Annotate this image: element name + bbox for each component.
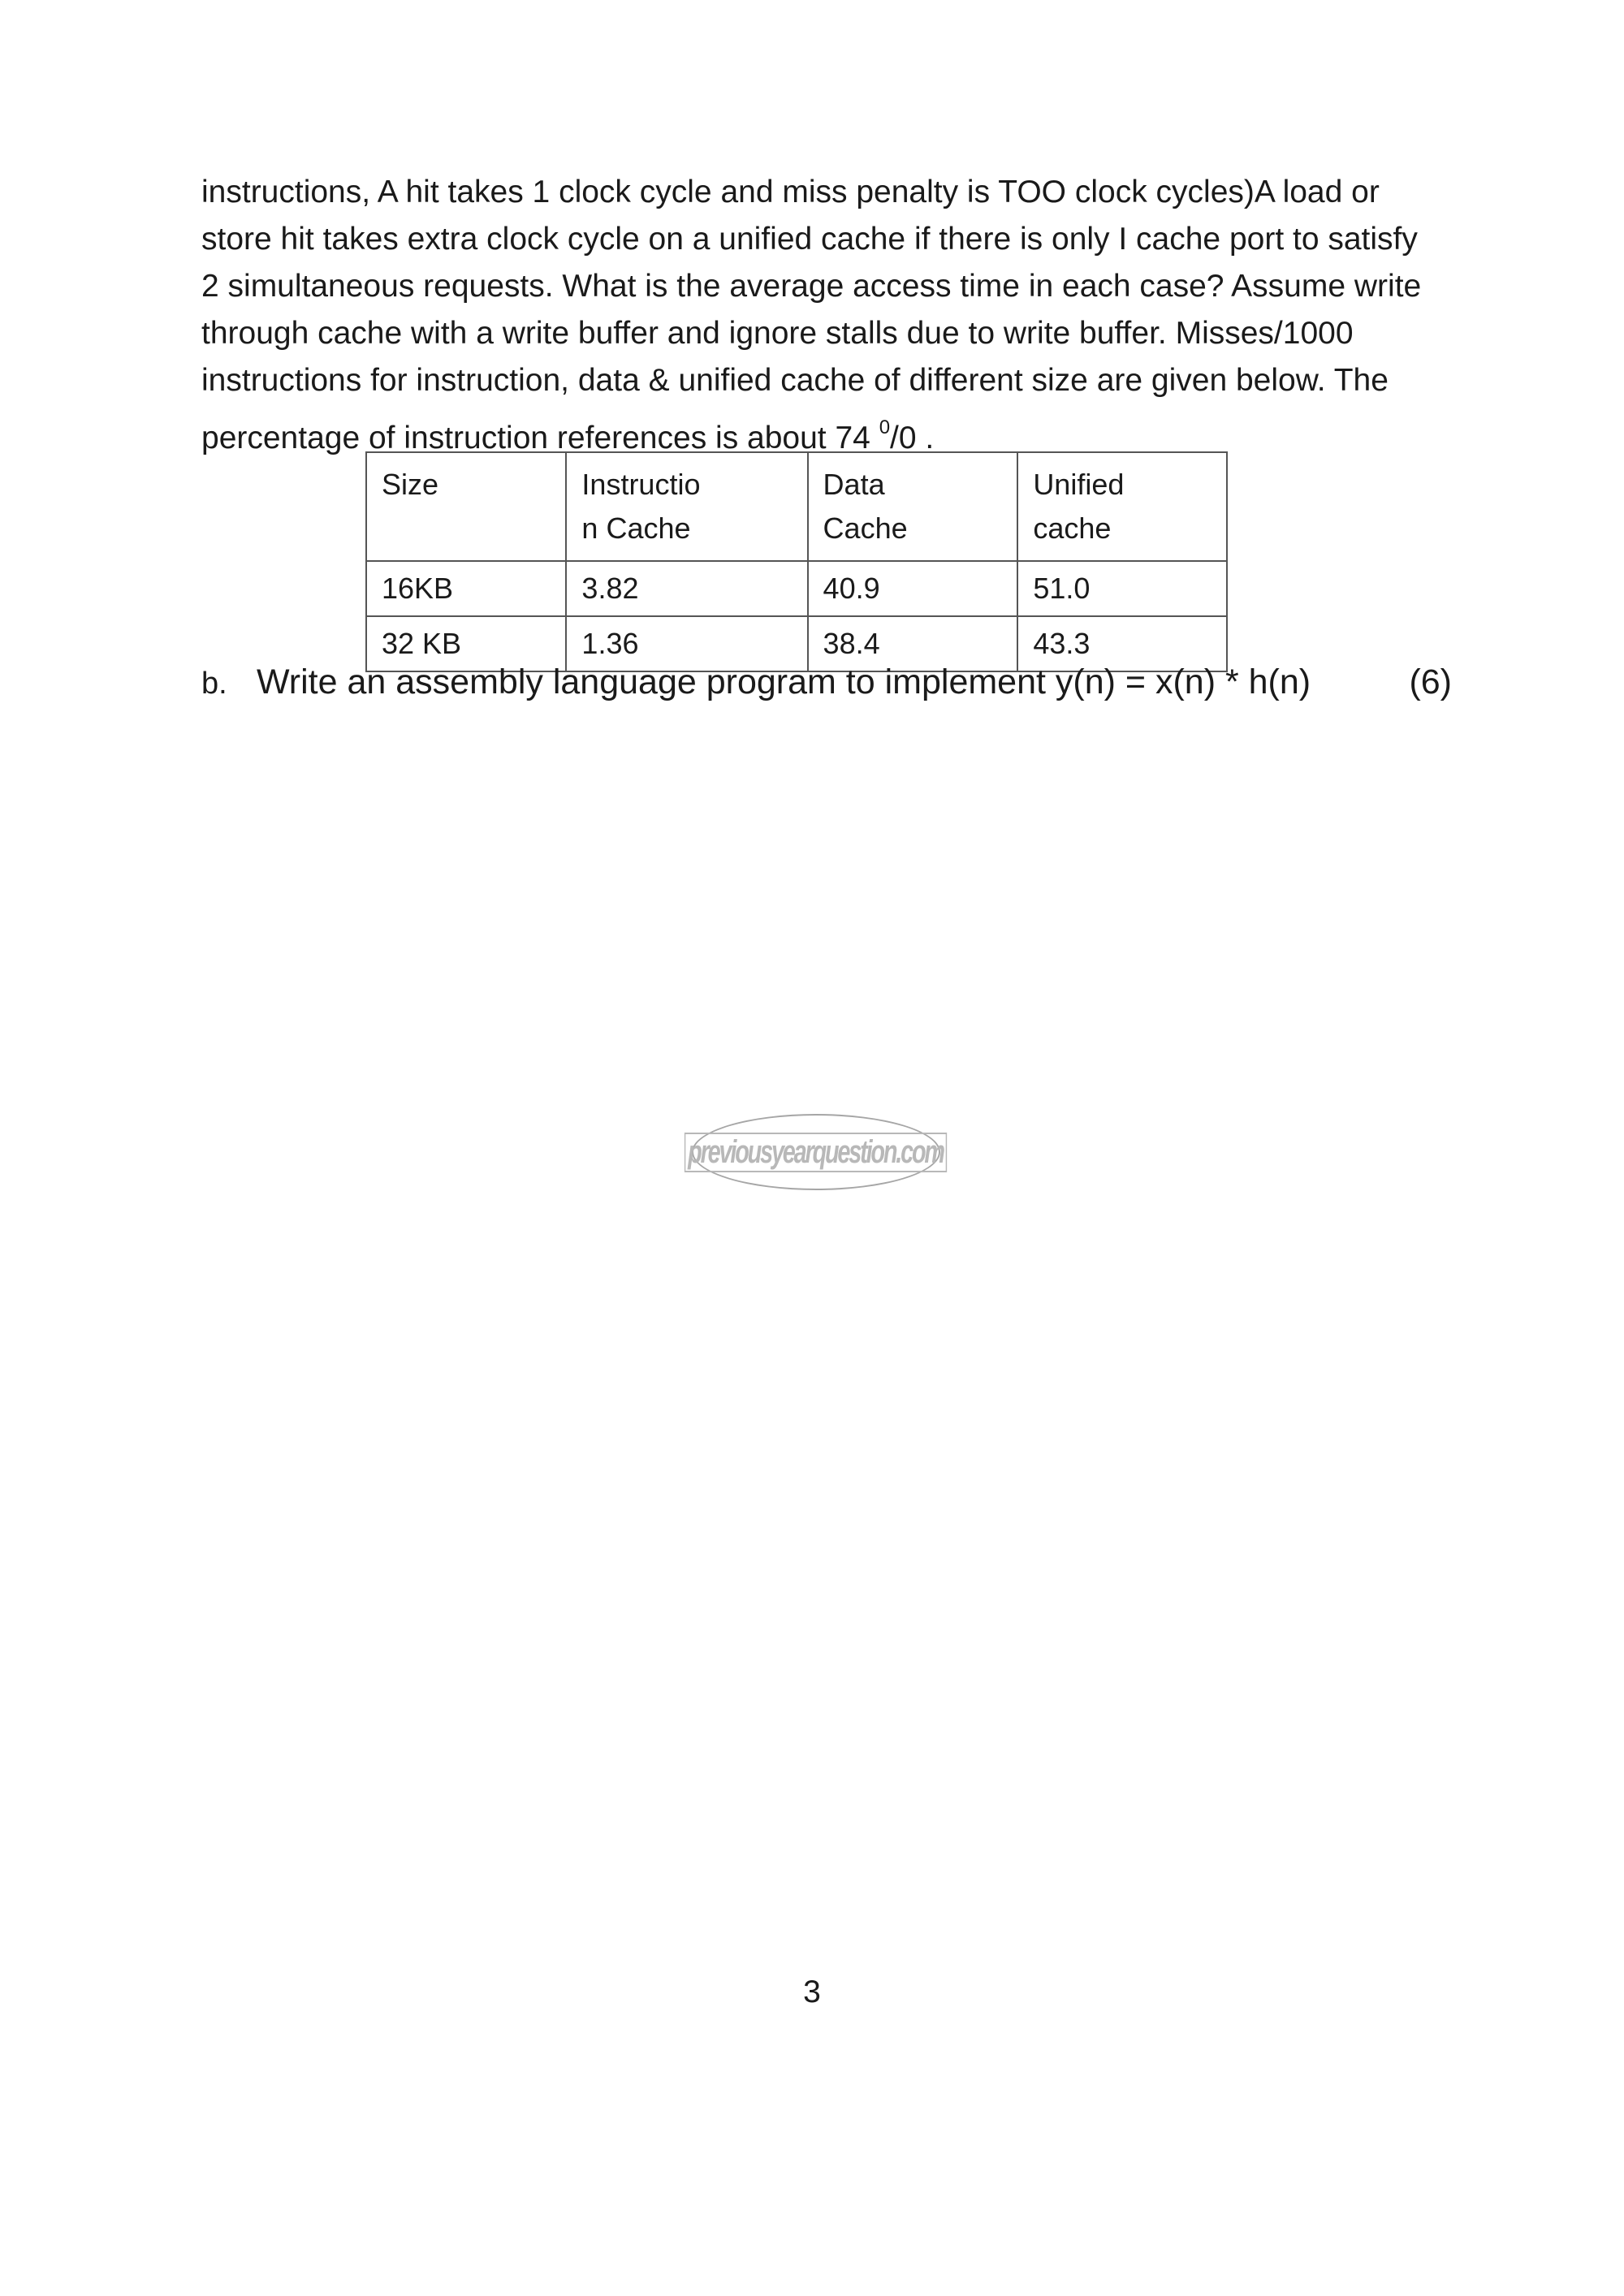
header-cell-size bbox=[366, 452, 566, 561]
table-cell: 43.3 bbox=[1017, 616, 1227, 671]
table-cell: 3.82 bbox=[566, 561, 807, 616]
header-text: cache bbox=[1033, 511, 1112, 545]
paragraph-line: 2 simultaneous requests. What is the average access time in each case? Assume write bbox=[201, 269, 1422, 304]
paragraph-line: store hit takes extra clock cycle on a unified cache if there is only I cache port to satisfy bbox=[201, 222, 1418, 257]
header-text: Cache bbox=[823, 511, 908, 545]
header-cell-instruction-cache bbox=[566, 452, 807, 561]
header-text: Data bbox=[823, 468, 885, 501]
header-text: Size bbox=[382, 468, 439, 501]
paragraph-text: /0 . bbox=[890, 421, 935, 455]
page-number: 3 bbox=[803, 1974, 821, 2009]
table-cell: 32 KB bbox=[366, 616, 566, 671]
table-cell: 16KB bbox=[366, 561, 566, 616]
table-cell: 40.9 bbox=[808, 561, 1018, 616]
header-text: Instructio bbox=[581, 468, 701, 501]
table-cell: 38.4 bbox=[808, 616, 1018, 671]
table-row bbox=[366, 561, 1227, 616]
watermark-text: previousyearquestion.com bbox=[685, 1133, 947, 1172]
table-cell: 1.36 bbox=[566, 616, 807, 671]
header-cell-unified-cache bbox=[1017, 452, 1227, 561]
header-text: Unified bbox=[1033, 468, 1125, 501]
watermark-logo bbox=[688, 1114, 944, 1190]
table-cell: 51.0 bbox=[1017, 561, 1227, 616]
question-marks: (6) bbox=[1409, 662, 1452, 701]
header-cell-data-cache bbox=[808, 452, 1018, 561]
cache-miss-table bbox=[365, 451, 1228, 672]
question-b bbox=[201, 658, 1452, 708]
question-text: Write an assembly language program to implement y(n) = x(n) * h(n) bbox=[257, 662, 1311, 701]
paragraph-text: percentage of instruction references is about 74 bbox=[201, 421, 879, 455]
question-label: b. bbox=[201, 667, 227, 701]
question-paragraph bbox=[201, 169, 1468, 462]
header-text: n Cache bbox=[581, 511, 691, 545]
superscript-zero: 0 bbox=[879, 416, 891, 438]
paragraph-line: through cache with a write buffer and ignore stalls due to write buffer. Misses/1000 bbox=[201, 316, 1354, 351]
paragraph-line: instructions for instruction, data & unified cache of different size are given below. The bbox=[201, 363, 1389, 398]
table-header-row bbox=[366, 452, 1227, 561]
paragraph-line: instructions, A hit takes 1 clock cycle and miss penalty is TOO clock cycles)A load or bbox=[201, 175, 1380, 209]
